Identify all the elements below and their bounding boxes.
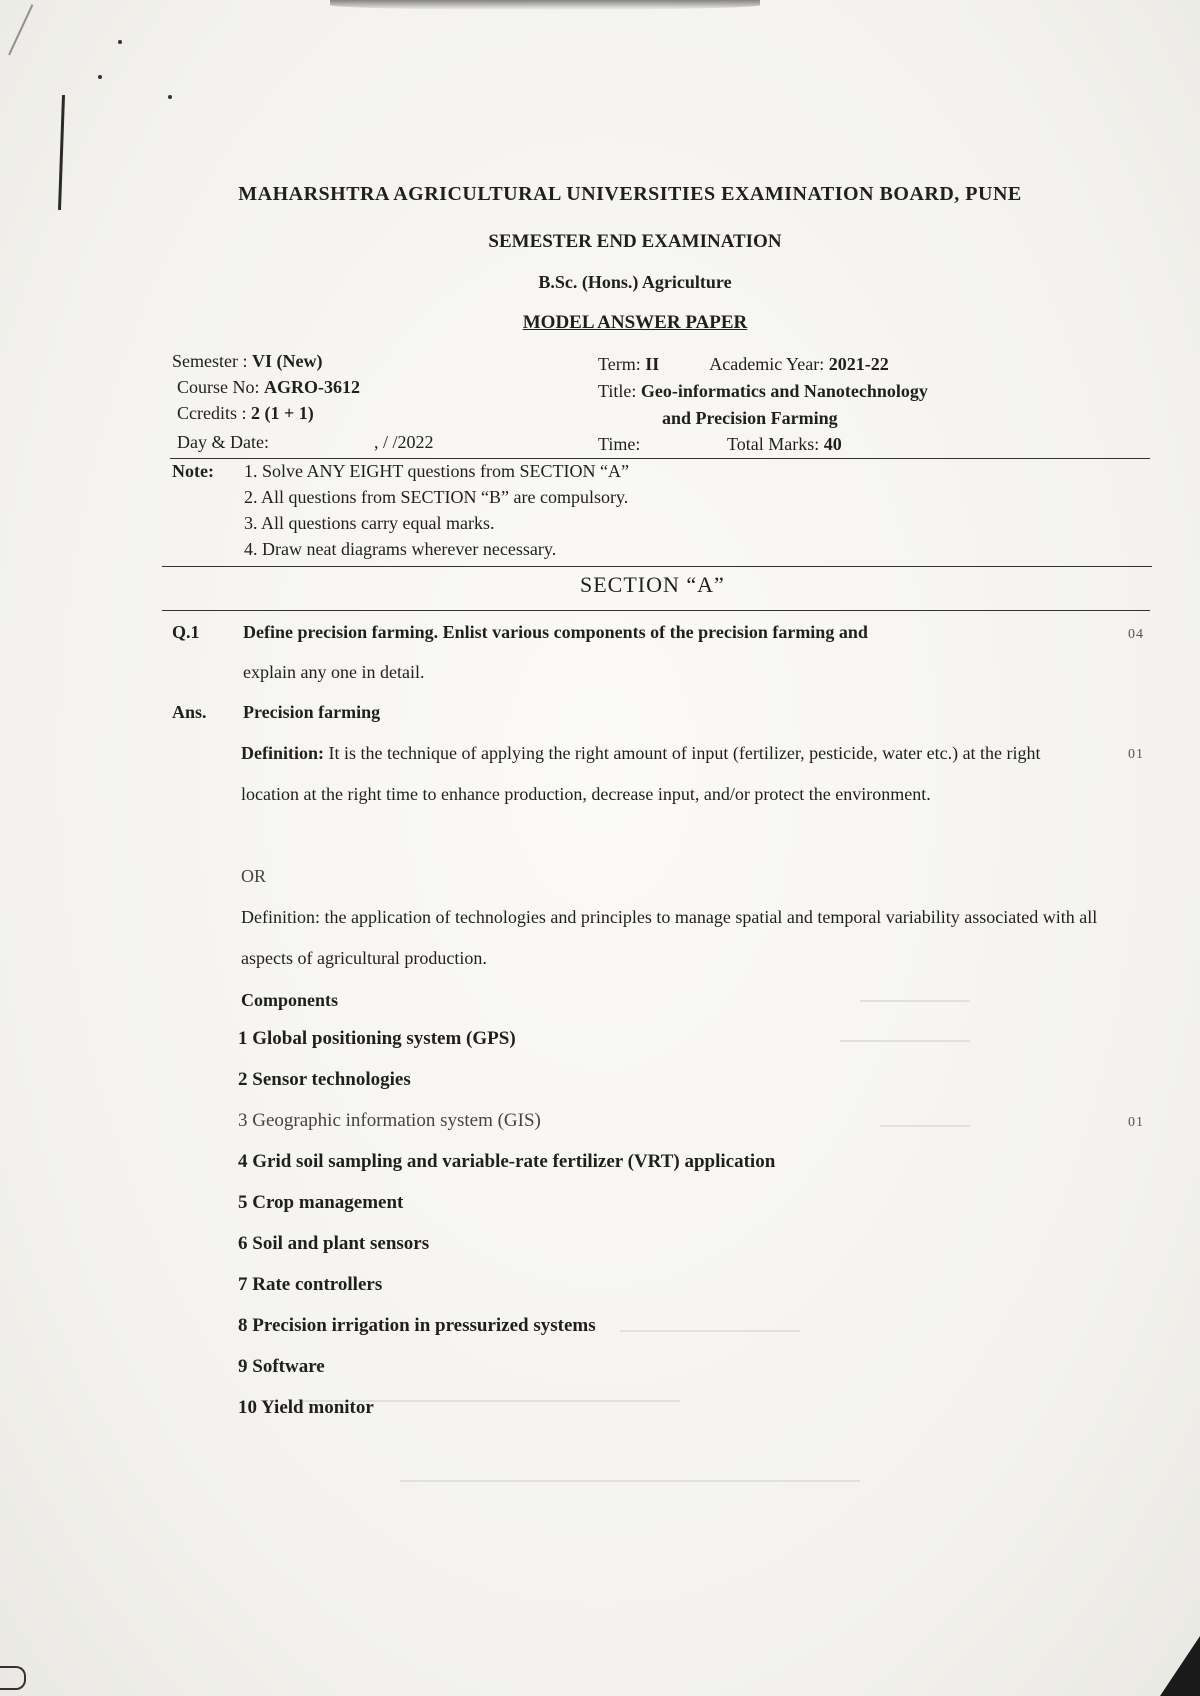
note-item: 1. Solve ANY EIGHT questions from SECTION “A” bbox=[244, 461, 629, 481]
page-corner-curl bbox=[0, 1666, 26, 1690]
term-label: Term: bbox=[598, 354, 641, 374]
or-label: OR bbox=[241, 866, 267, 886]
semester-label: Semester : bbox=[172, 351, 248, 371]
title-line1: Geo-informatics and Nanotechnology bbox=[640, 381, 928, 401]
credits-value: 2 (1 + 1) bbox=[251, 403, 314, 423]
definition-1 bbox=[241, 733, 1101, 815]
component-item: 7 Rate controllers bbox=[238, 1274, 383, 1295]
definition-2: Definition: the application of technologies and principles to manage spatial and temporal variability associated with all aspects of agricultural production. bbox=[241, 907, 1098, 968]
answer-heading: Precision farming bbox=[243, 702, 381, 722]
question-number: Q.1 bbox=[172, 622, 200, 642]
component-item: 5 Crop management bbox=[238, 1192, 404, 1213]
note-item: 4. Draw neat diagrams wherever necessary. bbox=[244, 539, 557, 559]
component-item: 4 Grid soil sampling and variable-rate fertilizer (VRT) application bbox=[238, 1151, 776, 1172]
components-marks: 01 bbox=[1128, 1115, 1144, 1130]
credits-row bbox=[177, 403, 314, 424]
course-row bbox=[177, 377, 360, 398]
definition-text: It is the technique of applying the right amount of input (fertilizer, pesticide, water etc.) at the right location at the right time to enhance production, decrease input, and/or protect the environment. bbox=[241, 743, 1041, 804]
bleed-through bbox=[620, 1330, 800, 1332]
divider bbox=[162, 610, 1150, 611]
components-heading: Components bbox=[241, 990, 339, 1010]
question-text bbox=[243, 612, 1073, 692]
definition-label: Definition: bbox=[241, 743, 324, 763]
time-label: Time: bbox=[598, 434, 641, 454]
marks-label: Total Marks: bbox=[727, 434, 820, 454]
component-item: 10 Yield monitor bbox=[238, 1397, 374, 1418]
bleed-through bbox=[400, 1480, 860, 1482]
year-label: Academic Year: bbox=[709, 354, 825, 374]
question-line: Define precision farming. Enlist various components of the precision farming and bbox=[243, 622, 868, 642]
divider bbox=[170, 458, 1150, 459]
title-line2: and Precision Farming bbox=[662, 408, 838, 428]
speck bbox=[118, 40, 122, 44]
term-row bbox=[598, 354, 889, 375]
definition-marks: 01 bbox=[1128, 747, 1144, 762]
paper-type: MODEL ANSWER PAPER bbox=[522, 312, 748, 333]
component-item: 9 Software bbox=[238, 1356, 325, 1377]
component-item: 3 Geographic information system (GIS) bbox=[238, 1110, 541, 1131]
note-item: 2. All questions from SECTION “B” are compulsory. bbox=[244, 487, 629, 507]
semester-row bbox=[172, 351, 322, 372]
date-row bbox=[177, 432, 433, 453]
binding-shadow bbox=[330, 0, 760, 10]
question-marks: 04 bbox=[1128, 627, 1144, 642]
component-item: 6 Soil and plant sensors bbox=[238, 1233, 430, 1254]
answer-label: Ans. bbox=[172, 702, 207, 722]
note-label: Note: bbox=[172, 461, 214, 481]
term-value: II bbox=[645, 354, 660, 374]
title-row bbox=[598, 381, 928, 402]
degree-title: B.Sc. (Hons.) Agriculture bbox=[538, 272, 732, 292]
course-label: Course No: bbox=[177, 377, 260, 397]
marks-value: 40 bbox=[823, 434, 842, 454]
semester-value: VI (New) bbox=[251, 351, 323, 371]
edge-scribble bbox=[8, 4, 70, 73]
date-value: , / /2022 bbox=[373, 432, 434, 452]
component-item: 1 Global positioning system (GPS) bbox=[238, 1028, 516, 1049]
question-line: explain any one in detail. bbox=[243, 662, 425, 682]
date-label: Day & Date: bbox=[177, 432, 269, 452]
speck bbox=[98, 75, 102, 79]
credits-label: Ccredits : bbox=[177, 403, 247, 423]
notes-block bbox=[172, 461, 629, 565]
component-item: 8 Precision irrigation in pressurized systems bbox=[238, 1315, 596, 1336]
title-row-2 bbox=[662, 408, 838, 429]
bleed-through bbox=[840, 1040, 970, 1042]
year-value: 2021-22 bbox=[828, 354, 889, 374]
course-value: AGRO-3612 bbox=[264, 377, 360, 397]
speck bbox=[168, 95, 172, 99]
note-item: 3. All questions carry equal marks. bbox=[244, 513, 495, 533]
divider bbox=[162, 566, 1152, 567]
section-title: SECTION “A” bbox=[580, 572, 725, 597]
exam-title: SEMESTER END EXAMINATION bbox=[488, 231, 782, 252]
board-title: MAHARSHTRA AGRICULTURAL UNIVERSITIES EXAMINATION BOARD, PUNE bbox=[238, 183, 1022, 205]
corner-fold bbox=[1160, 1636, 1200, 1696]
bleed-through bbox=[880, 1125, 970, 1127]
time-row bbox=[598, 434, 842, 455]
title-label: Title: bbox=[598, 381, 637, 401]
component-item: 2 Sensor technologies bbox=[238, 1069, 411, 1090]
